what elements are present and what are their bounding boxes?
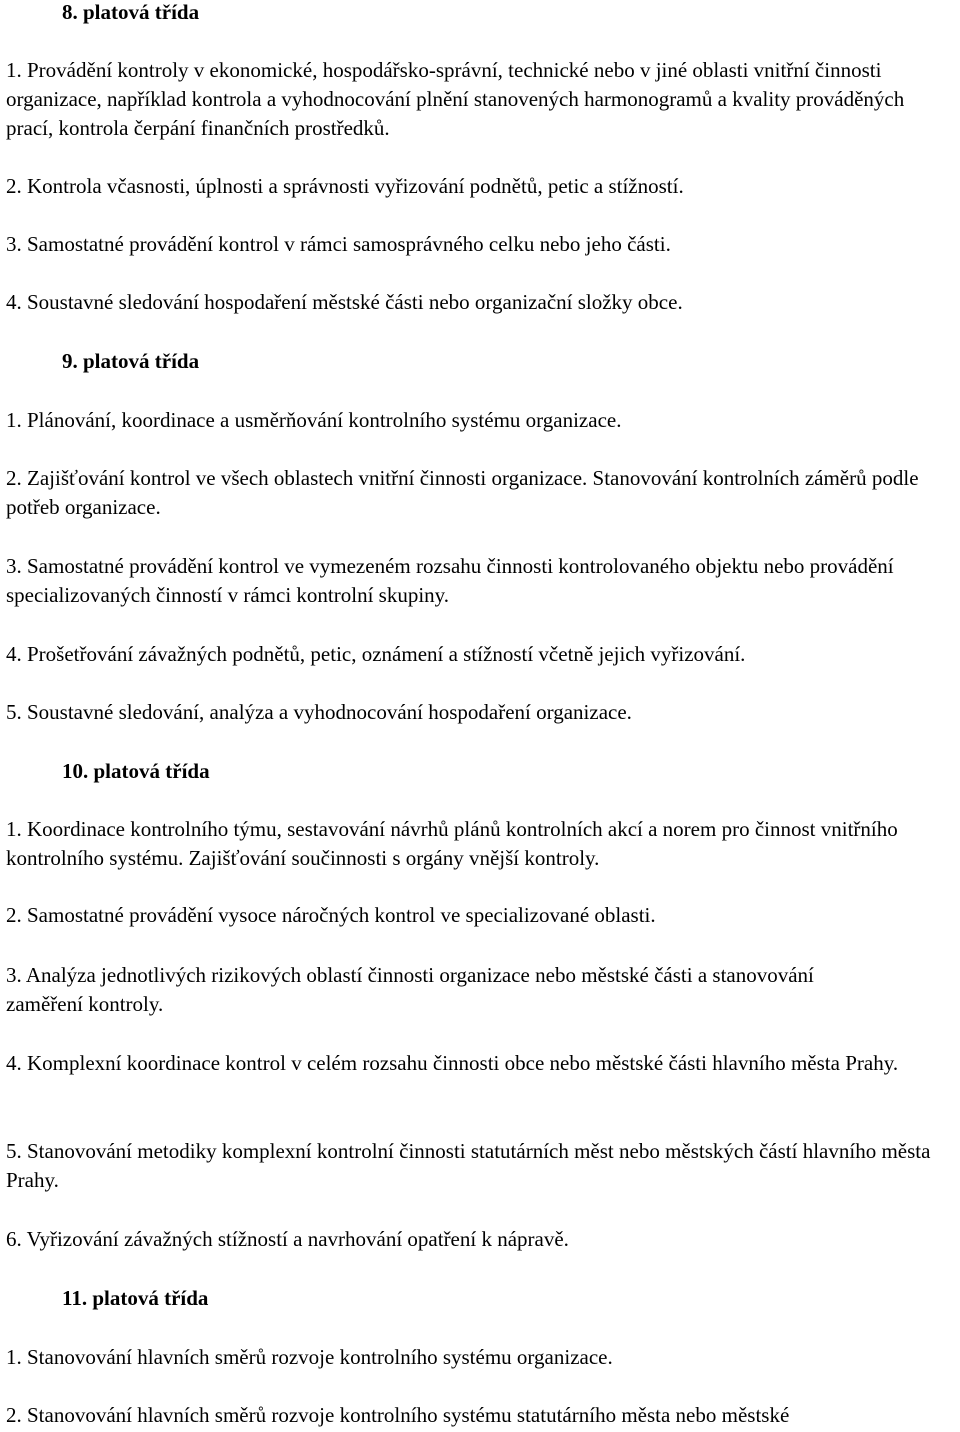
list-item: 6. Vyřizování závažných stížností a navrhování opatření k nápravě. (6, 1227, 569, 1251)
list-item: 2. Samostatné provádění vysoce náročných kontrol ve specializované oblasti. (6, 903, 656, 927)
list-item: 3. Analýza jednotlivých rizikových oblastí činnosti organizace nebo městské části a stanovování zaměření kontroly. (6, 963, 814, 1016)
section-heading-9: 9. platová třída (62, 349, 200, 373)
list-item: 2. Stanovování hlavních směrů rozvoje kontrolního systému statutárního města nebo městské (6, 1403, 790, 1427)
section-heading-11: 11. platová třída (62, 1286, 209, 1310)
list-item: 2. Kontrola včasnosti, úplnosti a správnosti vyřizování podnětů, petic a stížností. (6, 174, 684, 198)
list-item: 3. Samostatné provádění kontrol v rámci samosprávného celku nebo jeho části. (6, 232, 671, 256)
list-item: 5. Soustavné sledování, analýza a vyhodnocování hospodaření organizace. (6, 700, 632, 724)
list-item: 5. Stanovování metodiky komplexní kontrolní činnosti statutárních měst nebo městských částí hlavního města Prahy. (6, 1139, 931, 1192)
list-item: 1. Koordinace kontrolního týmu, sestavování návrhů plánů kontrolních akcí a norem pro činnost vnitřního kontrolního systému. Zajišťování součinnosti s orgány vnější kontroly. (6, 817, 898, 870)
list-item: 4. Soustavné sledování hospodaření městské části nebo organizační složky obce. (6, 290, 683, 314)
list-item: 1. Provádění kontroly v ekonomické, hospodářsko-správní, technické nebo v jiné oblasti vnitřní činnosti organizace, například kontrola a vyhodnocování plnění stanovených harmonogramů a kvality prováděných prací, kontrola čerpání finančních prostředků. (6, 58, 905, 140)
list-item: 1. Stanovování hlavních směrů rozvoje kontrolního systému organizace. (6, 1345, 613, 1369)
list-item: 3. Samostatné provádění kontrol ve vymezeném rozsahu činnosti kontrolovaného objektu nebo provádění specializovaných činností v rámci kontrolní skupiny. (6, 554, 894, 607)
section-heading-8: 8. platová třída (62, 0, 200, 24)
list-item: 4. Prošetřování závažných podnětů, petic, oznámení a stížností včetně jejich vyřizování. (6, 642, 746, 666)
list-item: 4. Komplexní koordinace kontrol v celém rozsahu činnosti obce nebo městské části hlavního města Prahy. (6, 1051, 899, 1075)
section-heading-10: 10. platová třída (62, 759, 210, 783)
list-item: 2. Zajišťování kontrol ve všech oblastech vnitřní činnosti organizace. Stanovování kontrolních záměrů podle potřeb organizace. (6, 466, 919, 519)
list-item: 1. Plánování, koordinace a usměrňování kontrolního systému organizace. (6, 408, 622, 432)
